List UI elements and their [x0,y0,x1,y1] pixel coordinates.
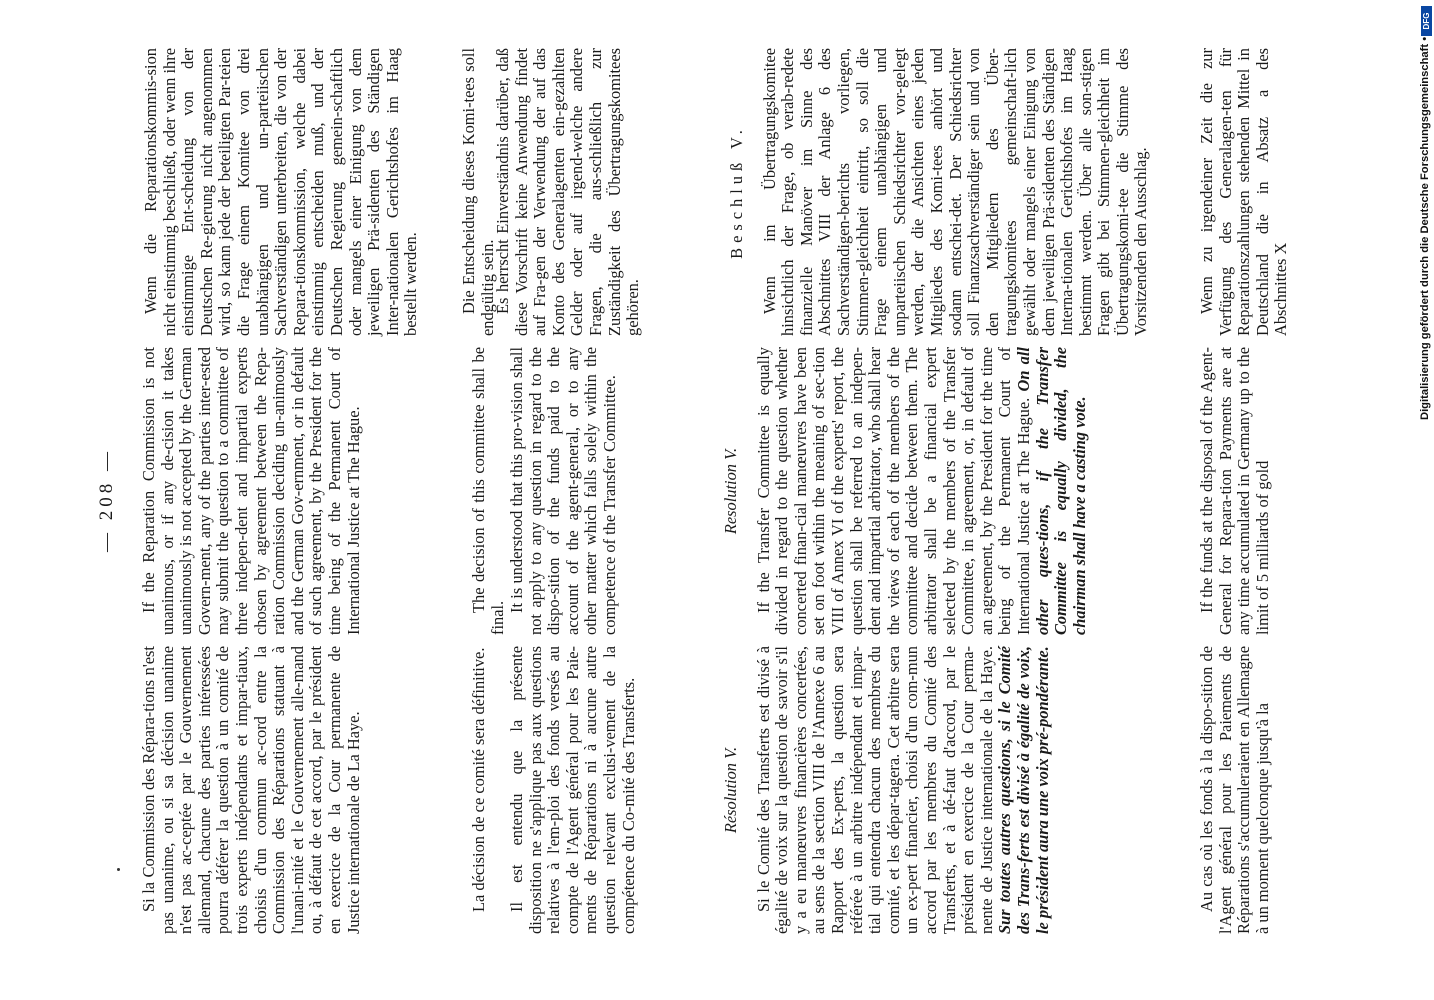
english-text-5: If the funds at the disposal of the Agent-General for Repara-tion Payments are at any time accumulated in Germany up to the limit of 5 milliards of gold [1197,347,1272,635]
french-resolution-emphasis: Sur toutes autres questions, si le Comité des Trans-ferts est divisé à égalité de voix, le président aura une voix pré-pondérante. [995,646,1052,934]
english-paragraph-1 [140,347,363,635]
french-paragraph-3 [508,646,638,934]
french-paragraph-1 [140,646,363,934]
english-resolution-emphasis: On all other ques-tions, if the Transfer Committee is equally divided, the chairman shall have a casting vote. [1013,347,1089,635]
french-text-2: La décision de ce comité sera définitive. [469,647,488,912]
dfg-logo-text: DFG [1422,12,1431,30]
english-paragraph-5 [1198,347,1272,635]
english-resolution-block [722,347,1089,635]
french-text-1: Si la Commission des Répara-tions n'est pas unanime, ou si sa décision unanime n'est pas ac-ceptée par le Gouvernement allemand, chacune des parties intéressées pourra déférer la question à un comité de trois experts indépendants et impar-tiaux, choisis d'un commun ac-cord entre la Commission des Réparations statuant à l'unani-mité et le Gouvernement alle-mand ou, à défaut de cet accord, par le président en exercice de la Cour permanente de Justice internationale de La Haye. [139,646,363,934]
dfg-watermark-text: Digitalisierung gefördert durch die Deutsche Forschungsgemeinschaft • [1419,36,1431,420]
german-resolution-block [728,48,1151,336]
french-text-5: Au cas où les fonds à la dispo-sition de l'Agent général pour les Paiements de Réparations s'accumuleraient en Allemagne à un moment quelconque jusqu'à la [1197,646,1272,934]
german-text-2: Die Entscheidung dieses Komi-tees soll endgültig sein. [459,48,497,336]
english-text-3: It is understood that this pro-vision shall not apply to any question in regard to the dispo-sition of the funds paid to the account of the agent-general, or to any other matter which falls solely within the competence of the Transfer Committee. [507,347,619,635]
french-resolution-body: Si le Comité des Transferts est divisé à égalité de voix sur la question de savoir s'il y a eu manœuvres financières concertées, au sens de la section VIII de l'Annexe 6 au Rapport des Ex-perts, la question sera référée à un arbitre indépendant et impar-tial qui entendra chacun des membres du comité, et les dépar-tagera. Cet arbitre sera un ex-pert financier, choisi d'un com-mun accord par les membres du Comité des Transferts, et à dé-faut d'accord, par le président en exercice de la Cour perma-nente de Justice internationale de la Haye. [753,646,996,934]
french-resolution-text [755,646,1053,934]
german-text-5: Wenn zu irgendeiner Zeit die zur Verfügung des Generalagen-ten für Reparationszahlungen stehenden Mittel in Deutschland die in Absatz a des Abschnittes X [1197,48,1291,336]
german-paragraph-3 [494,48,643,336]
dfg-watermark [1416,0,1434,1000]
dfg-logo [1421,6,1432,36]
english-text-1: If the Reparation Commission is not unanimous, or if any de-cision it takes unanimously is not accepted by the German Govern-ment, any of the parties inter-ested may submit the question to a committee of three indepen-dent and impartial experts chosen by agreement between the Repa-ration Commission deciding un-animously and the German Gov-ernment, or in default of such agreement, by the President for the time being of the Permanent Court of International Justice at The Hague. [139,347,363,635]
english-paragraph-2 [470,347,507,635]
french-resolution-block [722,646,1052,934]
page-number: — 208 — [96,448,117,552]
german-paragraph-5 [1198,48,1291,336]
german-text-1: Wenn die Reparationskommis-sion nicht einstimmig beschließt, oder wenn ihre einstimmige Ent-scheidung von der Deutschen Re-gierung nicht angenommen wird, so kann jede der beteiligten Par-teien die Frage einem Komitee von drei unabhängigen und un-parteiischen Sachverständigen unterbreiten, die von der Repara-tionskommission, welche dabei einstimmig entscheiden muß, und der Deutschen Regierung gemein-schaftlich oder mangels einer Einigung von dem jeweiligen Prä-sidenten des Ständigen Inter-nationalen Gerichtshofes im Haag bestellt werden. [141,48,421,336]
french-paragraph-5 [1198,646,1272,934]
english-resolution-body: If the Transfer Committee is equally divided in regard to the question whether concerted finan-cial manœuvres have been set on foot within the meaning of sec-tion VIII of Annex VI of the experts' report, the question shall be referred to an indepen-dent and impartial arbitrator, who shall hear the views of each of the members of the committee and decide between them. The arbitrator shall be a financial expert selected by the members of the Transfer Committee, in agreement, or, in default of an agreement, by the President for the time being of the Permanent Court of International Justice at The Hague. [753,347,1033,635]
french-paragraph-2 [470,646,489,934]
german-paragraph-2 [460,48,497,336]
french-resolution-heading: Résolution V. [721,746,740,834]
french-text-3: Il est entendu que la présente disposition ne s'applique pas aux questions relatives à l'em-ploi des fonds versés au compte de l'Agent général pour les Paie-ments de Réparations ni à aucune autre question relevant exclusi-vement de la compétence du Co-mité des Transferts. [507,646,638,934]
english-resolution-text [755,347,1090,635]
english-text-2: The decision of this committee shall be final. [469,347,507,635]
german-resolution-heading: Beschluß V. [727,125,746,259]
english-resolution-heading: Resolution V. [721,447,740,535]
german-resolution-text: Wenn im Übertragungskomitee hinsichtlich der Frage, ob verab-redete finanzielle Manöver im Sinne des Abschnittes VIII der Anlage 6 des Sachverständigen-berichts vorliegen, Stimmen-gleichheit eintritt, so soll die Frage einem unabhängigen und unparteiischen Schiedsrichter vor-gelegt werden, der die Ansichten eines jeden Mitgliedes des Komi-tees anhört und sodann entschei-det. Der Schiedsrichter soll Finanzsachverständiger sein und von den Mitgliedern des Über-tragungskomitees gemeinschaft-lich gewählt oder mangels einer Einigung von dem jeweiligen Prä-sidenten des Ständigen Interna-tionalen Gerichtshofes im Haag bestimmt werden. Über alle son-stigen Fragen gibt bei Stimmen-gleichheit im Übertragungskomi-tee die Stimme des Vorsitzenden den Ausschlag. [759,48,1151,336]
german-paragraph-1 [142,48,421,336]
scan-speck [117,868,120,871]
english-paragraph-3 [508,347,620,635]
german-text-3: Es herrscht Einverständnis darüber, daß diese Vorschrift keine Anwendung findet auf Fra-gen der Verwendung der auf das Konto des Generalagenten ein-gezahlten Gelder oder auf irgend-welche andere Fragen, die aus-schließlich zur Zuständigkeit des Übertragungskomitees gehören. [493,48,643,336]
